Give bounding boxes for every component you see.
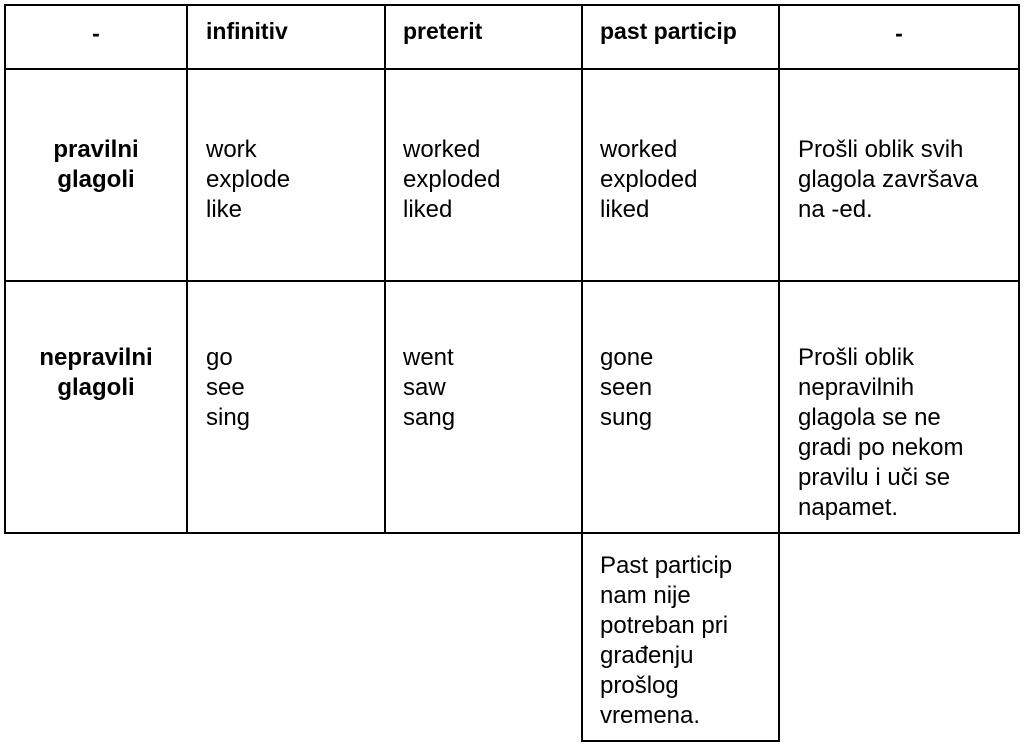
col1-divider: [186, 4, 188, 534]
past-participle-footnote: Past particip nam nije potreban pri građenju prošlog vremena.: [600, 552, 733, 729]
irregular-infinitive-list: go see sing: [206, 344, 251, 431]
table-top-border: [4, 4, 1020, 6]
header-cell-preterite: preterit: [403, 18, 483, 44]
regular-infinitive-list: work explode like: [206, 136, 291, 223]
table-left-border: [4, 4, 6, 534]
col4-divider: [778, 4, 780, 742]
irregular-preterite-list: went saw sang: [403, 344, 456, 431]
table-right-border: [1018, 4, 1020, 534]
header-cell-infinitive: infinitiv: [206, 18, 288, 44]
irregular-verbs-note: Prošli oblik nepravilnih glagola se ne gradi po nekom pravilu i uči se napamet.: [798, 344, 964, 521]
footnote-bottom-border: [581, 740, 780, 742]
row-label-regular-verbs: pravilni glagoli: [53, 136, 139, 193]
header-cell-blank-right: -: [895, 20, 903, 46]
irregular-past-participle-list: gone seen sung: [600, 344, 654, 431]
col2-divider: [384, 4, 386, 534]
header-bottom-border: [4, 68, 1020, 70]
regular-verbs-note: Prošli oblik svih glagola završava na -ed.: [798, 136, 979, 223]
col3-divider: [581, 4, 583, 742]
table-bottom-border: [4, 532, 1020, 534]
row1-bottom-border: [4, 280, 1020, 282]
regular-preterite-list: worked exploded liked: [403, 136, 501, 223]
header-cell-blank-left: -: [92, 20, 100, 46]
regular-past-participle-list: worked exploded liked: [600, 136, 698, 223]
header-cell-past-participle: past particip: [600, 18, 737, 44]
row-label-irregular-verbs: nepravilni glagoli: [39, 344, 153, 401]
